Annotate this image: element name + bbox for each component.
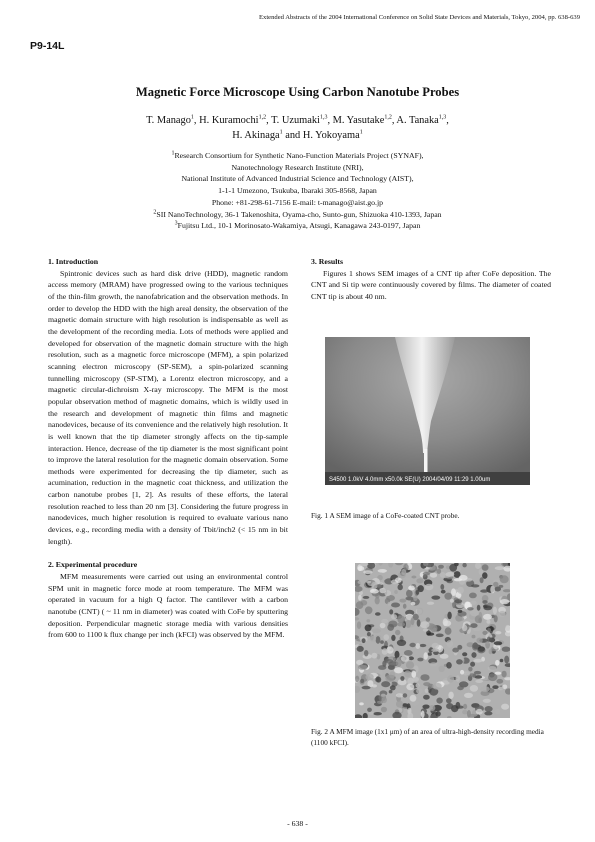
mfm-texture-spot [488,666,497,671]
mfm-texture-spot [424,652,428,659]
author-affil-mark: 1,3 [438,114,447,121]
author-line-1 [90,113,505,128]
mfm-texture-spot [380,623,386,629]
mfm-texture-spot [365,674,373,681]
mfm-texture-spot [398,572,406,578]
mfm-texture-spot [467,607,474,610]
mfm-texture-spot [446,703,453,709]
sem-image-graphic [325,337,530,485]
mfm-texture-spot [399,599,406,603]
mfm-texture-spot [493,607,497,615]
mfm-texture-spot [362,686,371,690]
mfm-texture-spot [430,625,437,633]
mfm-texture-spot [462,625,467,632]
mfm-texture-spot [471,652,476,658]
mfm-texture-spot [439,666,445,672]
mfm-texture-spot [472,635,476,639]
mfm-texture-spot [446,662,452,669]
mfm-texture-spot [370,589,379,594]
author-affil-mark: 1 [190,114,194,121]
mfm-texture-spot [483,614,492,620]
mfm-texture-spot [498,687,503,690]
author-affil-mark: 1,2 [384,114,392,121]
mfm-texture-spot [480,577,484,583]
author-affil-mark: 1,3 [319,114,328,121]
mfm-texture-spot [487,637,491,642]
mfm-texture-spot [357,646,364,652]
mfm-texture-spot [426,643,430,650]
mfm-texture-spot [446,698,452,703]
mfm-texture-spot [458,610,463,613]
mfm-texture-spot [456,616,465,621]
affiliation-line: $^1$Research Consortium for Synthetic Nano-Function Materials Project (SYNAF), [171,150,424,160]
mfm-texture-spot [389,690,393,693]
mfm-texture-spot [423,682,430,686]
mfm-texture-spot [376,636,381,644]
mfm-texture-spot [370,636,377,642]
section-title-experimental: 2. Experimental procedure [48,560,138,570]
mfm-texture-spot [381,694,386,697]
mfm-texture-spot [355,676,359,683]
mfm-texture-spot [411,576,416,579]
mfm-texture-spot [411,617,415,625]
mfm-texture-spot [470,623,477,628]
author: , H. Kuramochi [193,115,259,126]
affiliation-line: $^3$Fujitsu Ltd., 10-1 Morinosato-Wakamiya, Atsugi, Kanagawa 243-0197, Japan [174,220,421,231]
mfm-texture-spot [363,596,370,599]
mfm-texture-spot [416,590,420,595]
mfm-texture-spot [373,712,382,715]
mfm-texture-spot [411,602,416,605]
mfm-texture-spot [379,588,386,593]
mfm-texture-spot [494,641,502,645]
mfm-texture-spot [480,686,490,692]
mfm-texture-spot [448,692,453,699]
mfm-texture-spot [499,585,504,588]
mfm-texture-spot [473,628,481,631]
mfm-texture-spot [406,684,414,691]
results-text: Figures 1 shows SEM images of a CNT tip after CoFe deposition. The CNT and Si tip were continuously covered by films. The diameter of coated CNT tip is about 40 nm. [311,268,551,301]
mfm-texture-spot [410,695,417,702]
mfm-texture-spot [430,662,438,666]
mfm-texture-spot [468,667,472,672]
mfm-texture-spot [454,599,462,603]
mfm-texture-spot [490,586,495,594]
affiliation-line: Nanotechnology Research Institute (NRI), [231,162,364,172]
mfm-texture-spot [478,646,485,652]
mfm-texture-spot [479,569,483,575]
mfm-texture-spot [356,660,363,665]
mfm-texture-spot [401,655,410,662]
mfm-texture-spot [385,675,394,682]
mfm-texture-spot [366,619,370,622]
mfm-texture-spot [369,712,374,715]
mfm-texture-spot [405,597,412,601]
mfm-texture-spot [445,572,454,577]
mfm-texture-spot [422,705,429,709]
mfm-texture-spot [366,580,371,583]
mfm-texture-spot [445,627,452,635]
mfm-texture-spot [450,599,454,603]
mfm-texture-spot [476,709,483,715]
author: , A. Tanaka [391,115,439,126]
mfm-texture-spot [501,704,509,710]
introduction-text: Spintronic devices such as hard disk drive (HDD), magnetic random access memory (MRAM) have progressed owing to the various techniques of the thin-film growth, the nanofabrication and the observation methods. In order to develop the HDD with the high areal density, the observation of the magnetic domain structure with high resolution is indispensable as well as the development of the recording media. Lots of methods were applied and developed for observation of the magnetic domain structure with the high resolution, such as a magnetic force microscope (MFM), a spin polarized scanning electron microscopy (SP-SEM), a spin-polarized scanning tunnelling microscopy (SP-STM), a Lorentz electron microscopy, and a magnetic circular-dichroism X-ray microscopy. The MFM is the most popular observation method of magnetic domains, which is wildly used in the research and development of magnetic thin films and magnetic nanodevices, because of its convenience and the relatively high resolution. It is well known that the tip diameter strongly affects on the tip-sample interaction. Hence, decrease of the tip diameter is the most significant point to improve the lateral resolution for the magnetic domain observation. Some methods were experimented for decreasing the tip diameter, such as acumination, reduction in the magnetic coat thickness, and utilization the carbon nanotube probes [1, 2]. As results of these efforts, the lateral resolution reached to less than 20 nm [3]. Considering the future progress in nanodevices, much higher resolution is required to evaluate various nano devices, e.g., recording media with a density of Tbit/inch2 (< 15 nm in bit length). [48,268,288,546]
mfm-texture-spot [482,572,487,579]
mfm-texture-spot [472,643,479,651]
mfm-texture-spot [409,643,416,647]
mfm-texture-spot [408,586,415,591]
mfm-texture-spot [431,648,439,652]
mfm-texture-spot [391,603,400,608]
running-head: Extended Abstracts of the 2004 International Conference on Solid State Devices and Materials, Tokyo, 2004, pp. 638-639 [259,14,580,21]
mfm-texture-spot [504,656,509,664]
mfm-texture-spot [431,596,440,600]
mfm-texture-spot [391,635,395,641]
mfm-texture-spot [502,647,510,652]
mfm-texture-spot [358,595,362,601]
mfm-texture-spot [371,653,377,659]
sem-overlay-text: S4500 1.0kV 4.0mm x50.0k SE(U) 2004/04/09 11:29 1.00um [329,477,491,483]
mfm-texture-spot [387,624,394,631]
mfm-texture-spot [456,675,460,682]
affil-mark: 1 [171,150,175,157]
mfm-texture-spot [404,670,411,677]
mfm-texture-spot [459,575,468,581]
mfm-texture-spot [449,564,457,572]
mfm-texture-spot [416,643,421,649]
mfm-texture-spot [429,705,435,711]
mfm-texture-spot [435,711,440,717]
mfm-texture-spot [375,612,381,616]
mfm-texture-spot [462,563,466,567]
mfm-texture-spot [391,614,397,619]
mfm-texture-spot [495,566,504,570]
fig2-caption: Fig. 2 A MFM image (1x1 μm) of an area of ultra-high-density recording media (1100 kFCI). [311,727,544,747]
mfm-texture-spot [443,620,451,626]
mfm-texture-spot [360,679,364,683]
mfm-texture-spot [432,683,441,690]
mfm-texture-spot [396,700,403,707]
mfm-texture-spot [477,605,481,611]
section-title-introduction: 1. Introduction [48,257,99,266]
mfm-texture-spot [365,624,372,631]
mfm-texture-spot [403,604,407,609]
mfm-texture-spot [500,575,509,583]
mfm-texture-spot [440,572,446,578]
mfm-texture-spot [452,648,459,653]
mfm-texture-spot [382,648,388,655]
mfm-texture-spot [488,673,497,681]
mfm-texture-spot [430,573,437,578]
author-affil-mark: 1 [279,129,283,136]
author-line-2 [90,128,505,143]
mfm-texture-spot [483,699,491,703]
mfm-texture-spot [420,621,430,628]
mfm-texture-spot [437,569,442,574]
author-list [90,113,505,143]
author: and H. Yokoyama [282,130,360,141]
author: , M. Yasutake [327,115,385,126]
fig2-mfm-image [355,563,510,718]
mfm-texture-spot [416,578,423,583]
mfm-texture-spot [470,662,475,667]
fig1-caption: Fig. 1 A SEM image of a CoFe-coated CNT probe. [311,511,460,520]
mfm-texture-spot [357,566,364,571]
mfm-texture-spot [425,688,429,693]
mfm-texture-spot [376,676,380,682]
mfm-texture-spot [482,564,489,571]
experimental-text: MFM measurements were carried out using an environmental control SPM unit in magnetic force mode at room temperature. The MFM was operated in vacuum for a high Q factor. The cantilever with a carbon nanotube (CNT) ( ~ 11 nm in diameter) was coated with CoFe by sputtering deposition. Perpendicular magnetic storage media with various densities from 600 to 1100 k flux change per inch (kFCI) was observed by the MFM. [48,572,288,640]
mfm-texture-spot [456,659,463,664]
mfm-texture-spot [499,611,506,617]
mfm-texture-spot [484,711,492,715]
fig1-sem-image [325,337,530,485]
mfm-texture-spot [475,680,483,683]
mfm-texture-spot [493,582,498,587]
paper-title: Magnetic Force Microscope Using Carbon Nanotube Probes [135,85,460,99]
mfm-texture-spot [473,659,482,663]
contact-line: Phone: +81-298-61-7156 E-mail: t-manago@aist.go.jp [211,197,384,207]
mfm-texture-spot [495,709,500,714]
page-number: - 638 - [287,819,308,828]
mfm-texture-spot [417,608,424,615]
mfm-texture-spot [500,659,504,663]
affil-mark: 3 [174,220,178,227]
mfm-texture-spot [364,650,368,656]
mfm-texture-spot [441,590,446,594]
mfm-texture-spot [356,601,364,609]
mfm-texture-spot [457,686,464,690]
mfm-image-graphic [355,563,510,718]
section-title-results: 3. Results [311,257,344,266]
mfm-texture-spot [357,621,361,629]
mfm-texture-spot [492,685,498,689]
mfm-texture-spot [390,685,396,690]
mfm-texture-spot [396,659,402,667]
mfm-texture-spot [406,661,414,669]
mfm-texture-spot [470,685,478,692]
mfm-texture-spot [405,578,410,581]
mfm-texture-spot [447,612,451,620]
mfm-texture-spot [417,658,423,662]
mfm-texture-spot [363,570,372,574]
mfm-texture-spot [413,595,417,601]
mfm-texture-spot [470,610,479,617]
mfm-texture-spot [425,584,434,590]
mfm-texture-spot [359,702,364,705]
mfm-texture-spot [494,615,498,622]
mfm-texture-spot [421,711,425,719]
mfm-texture-spot [406,590,413,598]
mfm-texture-spot [471,601,477,605]
mfm-texture-spot [381,569,385,573]
mfm-texture-spot [487,628,491,632]
mfm-texture-spot [416,683,420,687]
right-column [311,256,551,303]
mfm-texture-spot [485,706,493,712]
mfm-texture-spot [483,606,492,611]
affiliation-line: $^2$SII NanoTechnology, 36-1 Takenoshita, Oyama-cho, Sunto-gun, Shizuoka 410-1393, Japan [153,208,442,219]
mfm-texture-spot [406,620,412,628]
mfm-texture-spot [403,693,408,697]
mfm-texture-spot [412,671,417,678]
mfm-texture-spot [444,593,452,600]
mfm-texture-spot [367,632,371,636]
mfm-texture-spot [426,617,430,621]
mfm-texture-spot [372,628,381,633]
mfm-texture-spot [403,564,408,571]
mfm-texture-spot [420,644,427,647]
mfm-texture-spot [489,649,493,654]
mfm-texture-spot [423,572,430,576]
mfm-texture-spot [438,565,444,569]
mfm-texture-spot [358,665,368,670]
mfm-texture-spot [463,704,467,709]
mfm-texture-spot [427,602,434,605]
mfm-texture-spot [423,629,428,632]
mfm-texture-spot [400,676,404,681]
mfm-texture-spot [381,681,390,687]
mfm-texture-spot [389,609,393,614]
affiliations [60,150,535,232]
mfm-texture-spot [447,675,454,683]
mfm-texture-spot [436,698,442,704]
mfm-texture-spot [398,584,403,590]
mfm-texture-spot [476,638,482,644]
mfm-texture-spot [462,710,468,715]
mfm-texture-spot [358,580,366,584]
mfm-texture-spot [451,588,456,596]
affiliation-line: 1-1-1 Umezono, Tsukuba, Ibaraki 305-8568, Japan [218,186,377,196]
mfm-texture-spot [436,634,444,638]
mfm-texture-spot [381,707,387,713]
mfm-texture-spot [420,674,429,681]
mfm-texture-spot [381,619,388,623]
mfm-texture-spot [468,714,476,718]
author: T. Manago [146,115,191,126]
mfm-texture-spot [396,693,404,697]
author-affil-mark: 1,2 [258,114,267,121]
mfm-texture-spot [432,643,440,649]
mfm-texture-spot [464,693,473,698]
mfm-texture-spot [397,616,405,624]
mfm-texture-spot [462,652,467,656]
mfm-texture-spot [367,708,372,712]
mfm-texture-spot [365,606,373,614]
mfm-texture-spot [486,620,490,624]
author-separator: , [446,115,449,126]
mfm-texture-spot [417,619,421,626]
mfm-texture-spot [377,701,383,704]
mfm-texture-spot [495,660,499,666]
mfm-texture-spot [502,671,507,678]
mfm-texture-spot [496,679,503,684]
left-column [48,256,288,641]
mfm-texture-spot [428,652,432,655]
mfm-texture-spot [394,667,403,673]
mfm-texture-spot [404,650,413,656]
mfm-texture-spot [395,630,400,635]
mfm-texture-spot [411,701,420,706]
author: , T. Uzumaki [266,115,320,126]
mfm-texture-spot [485,641,490,649]
affil-mark: 2 [153,208,157,215]
mfm-texture-spot [505,625,510,631]
mfm-texture-spot [480,589,488,592]
mfm-texture-spot [458,587,464,594]
mfm-texture-spot [384,659,393,663]
mfm-texture-spot [394,590,398,594]
mfm-texture-spot [397,640,406,646]
author-affil-mark: 1 [359,129,363,136]
mfm-texture-spot [500,599,509,604]
mfm-texture-spot [478,617,482,623]
mfm-texture-spot [416,688,423,694]
mfm-texture-spot [440,654,449,659]
mfm-texture-spot [460,670,464,675]
mfm-texture-spot [446,640,453,647]
mfm-texture-spot [495,631,501,634]
mfm-texture-spot [384,634,390,640]
affiliation-line: National Institute of Advanced Industrial Science and Technology (AIST), [181,174,414,184]
mfm-texture-spot [469,593,477,599]
mfm-texture-spot [377,584,381,588]
mfm-texture-spot [440,584,444,590]
mfm-texture-spot [380,640,384,644]
mfm-texture-spot [403,703,409,707]
mfm-texture-spot [423,695,430,700]
mfm-texture-spot [362,638,366,643]
mfm-texture-spot [471,584,479,587]
author: H. Akinaga [232,130,280,141]
mfm-texture-spot [482,600,487,604]
paper-id: P9-14L [30,40,65,52]
mfm-texture-spot [387,602,391,606]
